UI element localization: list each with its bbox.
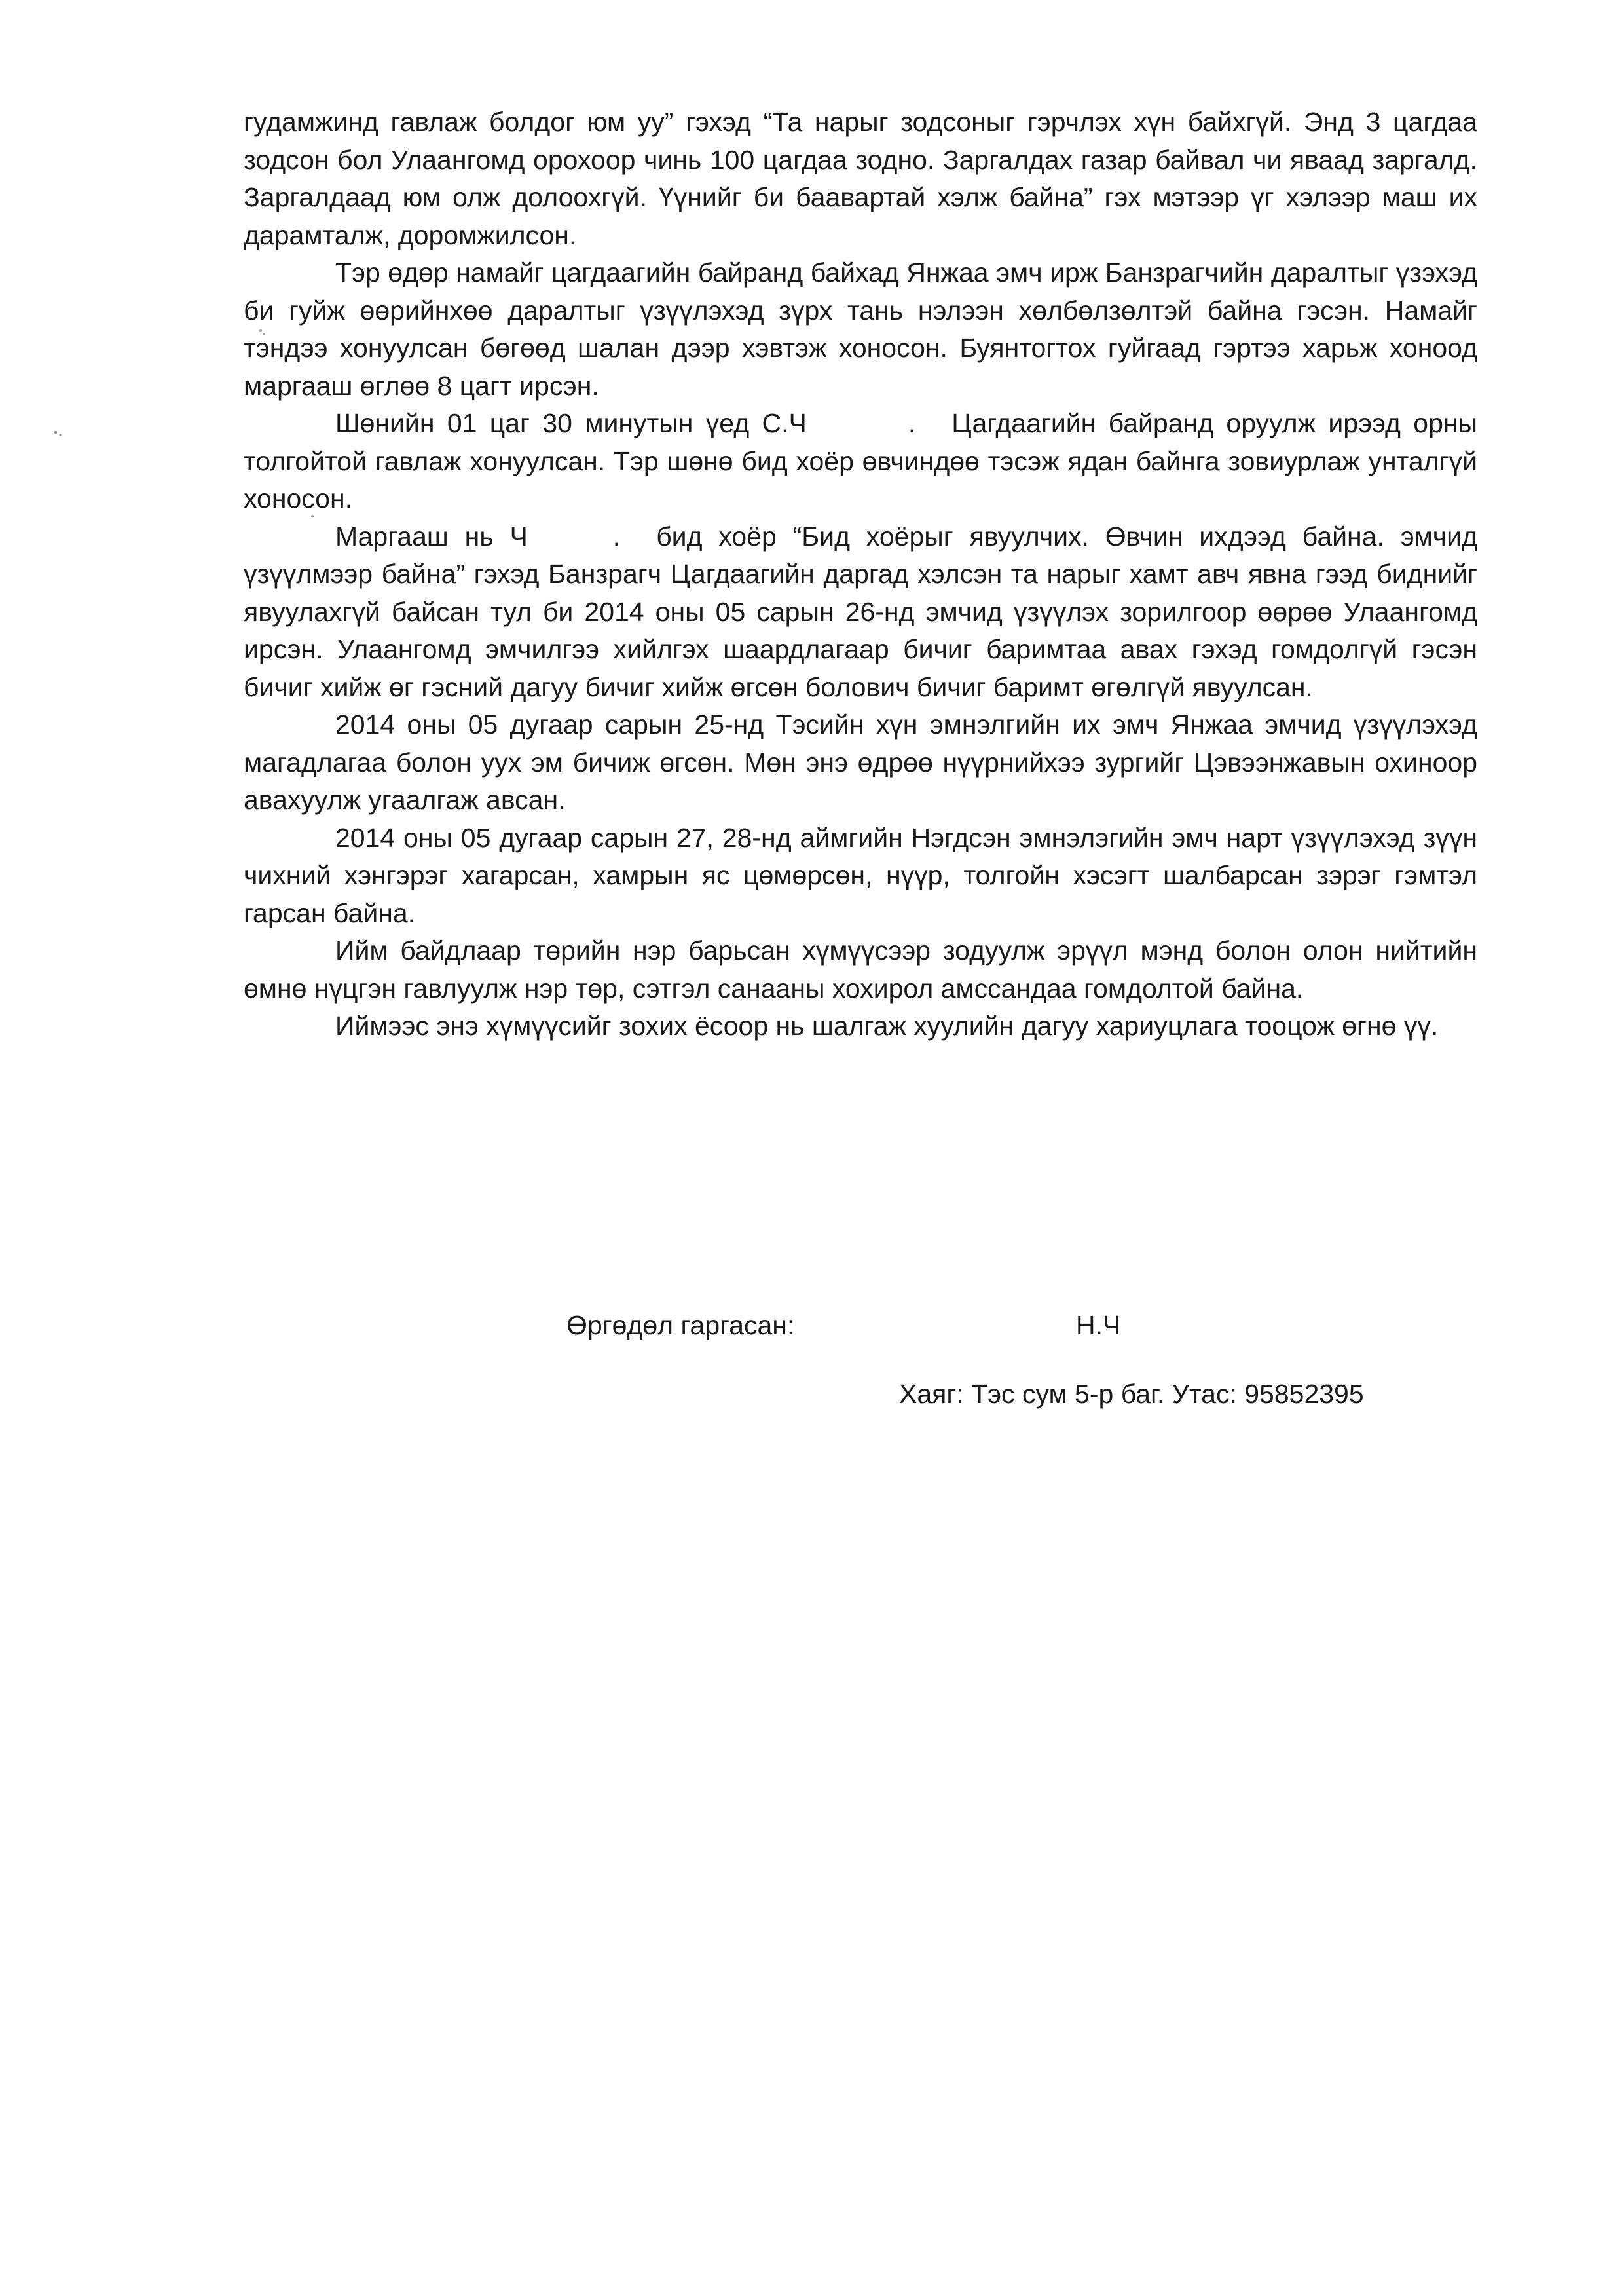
signature-label: Өргөдөл гаргасан: (566, 1310, 795, 1340)
contact-address: Хаяг: Тэс сум 5-р баг. Утас: 95852395 (899, 1379, 1364, 1409)
paragraph-4-text-a: Маргааш нь Ч (335, 521, 528, 552)
paragraph-6 (244, 819, 1477, 933)
paragraph-2 (244, 254, 1477, 405)
paragraph-7-text: Ийм байдлаар төрийн нэр барьсан хүмүүсээр зодуулж эрүүл мэнд болон олон нийтийн өмнө нүцгэн гавлуулж нэр төр, сэтгэл санааны хохирол амссандаа гомдолтой байна. (244, 935, 1477, 1004)
paragraph-1-text: гудамжинд гавлаж болдог юм уу” гэхэд “Та нарыг зодсоныг гэрчлэх хүн байхгүй. Энд 3 цагдаа зодсон бол Улаангомд орохоор чинь 100 цагдаа зодно. Заргалдах газар байвал чи яваад заргалд. Заргалдаад юм олж долоохгүй. Үүнийг би баавартай хэлж байна” гэх мэтээр үг хэлээр маш их дарамталж, доромжилсон. (244, 107, 1477, 250)
paragraph-6-text: 2014 оны 05 дугаар сарын 27, 28-нд аймгийн Нэгдсэн эмнэлэгийн эмч нарт үзүүлэхэд зүүн чихний хэнгэрэг хагарсан, хамрын яс цөмөрсөн, нүүр, толгойн хэсэгт шалбарсан зэрэг гэмтэл гарсан байна. (244, 822, 1477, 928)
paragraph-7 (244, 932, 1477, 1007)
paragraph-4-dot: . (612, 521, 621, 552)
paragraph-4 (244, 518, 1477, 707)
paragraph-8 (244, 1007, 1477, 1045)
paragraph-2-text: Тэр өдөр намайг цагдаагийн байранд байхад Янжаа эмч ирж Банзрагчийн даралтыг үзэхэд би гуйж өөрийнхөө даралтыг үзүүлэхэд зүрх тань нэлээн хөлбөлзөлтэй байна гэсэн. Намайг тэндээ хонуулсан бөгөөд шалан дээр хэвтэж хоносон. Буянтогтох гуйгаад гэртээ харьж хоноод маргааш өглөө 8 цагт ирсэн. (244, 257, 1477, 401)
paragraph-3-text-a: Шөнийн 01 цаг 30 минутын үед С.Ч (335, 408, 807, 438)
paragraph-3-text-b: Цагдаагийн байранд оруулж ирээд орны толгойтой гавлаж хонуулсан. Тэр шөнө бид хоёр өвчиндөө тэсэж ядан байнга зовиурлаж унталгүй хоносон. (244, 408, 1477, 514)
paragraph-1 (244, 103, 1477, 254)
paragraph-3 (244, 405, 1477, 518)
paragraph-5-text: 2014 оны 05 дугаар сарын 25-нд Тэсийн хүн эмнэлгийн их эмч Янжаа эмчид үзүүлэхэд магадлагаа болон уух эм бичиж өгсөн. Мөн энэ өдрөө нүүрнийхээ зургийг Цэвээнжавын охиноор авахуулж угаалгаж авсан. (244, 709, 1477, 815)
scan-speck (60, 434, 62, 436)
scan-speck (54, 431, 57, 434)
letter-body (244, 103, 1477, 1045)
paragraph-8-text: Иймээс энэ хүмүүсийг зохих ёсоор нь шалгаж хуулийн дагуу хариуцлага тооцож өгнө үү. (335, 1011, 1439, 1041)
paragraph-3-dot: . (908, 408, 916, 438)
signature-name: Н.Ч (1076, 1310, 1121, 1340)
paragraph-4-text-b: бид хоёр “Бид хоёрыг явуулчих. Өвчин ихдээд байна. эмчид үзүүлмээр байна” гэхэд Банзрагч Цагдаагийн даргад хэлсэн та нарыг хамт авч явна гээд биднийг явуулахгүй байсан тул би 2014 оны 05 сарын 26-нд эмчид үзүүлэх зорилгоор өөрөө Улаангомд ирсэн. Улаангомд эмчилгээ хийлгэх шаардлагаар бичиг баримтаа авах гэхэд гомдолгүй гэсэн бичиг хийж өг гэсний дагуу бичиг хийж өгсөн болович бичиг баримт өгөлгүй явуулсан. (244, 521, 1477, 702)
paragraph-5 (244, 706, 1477, 819)
